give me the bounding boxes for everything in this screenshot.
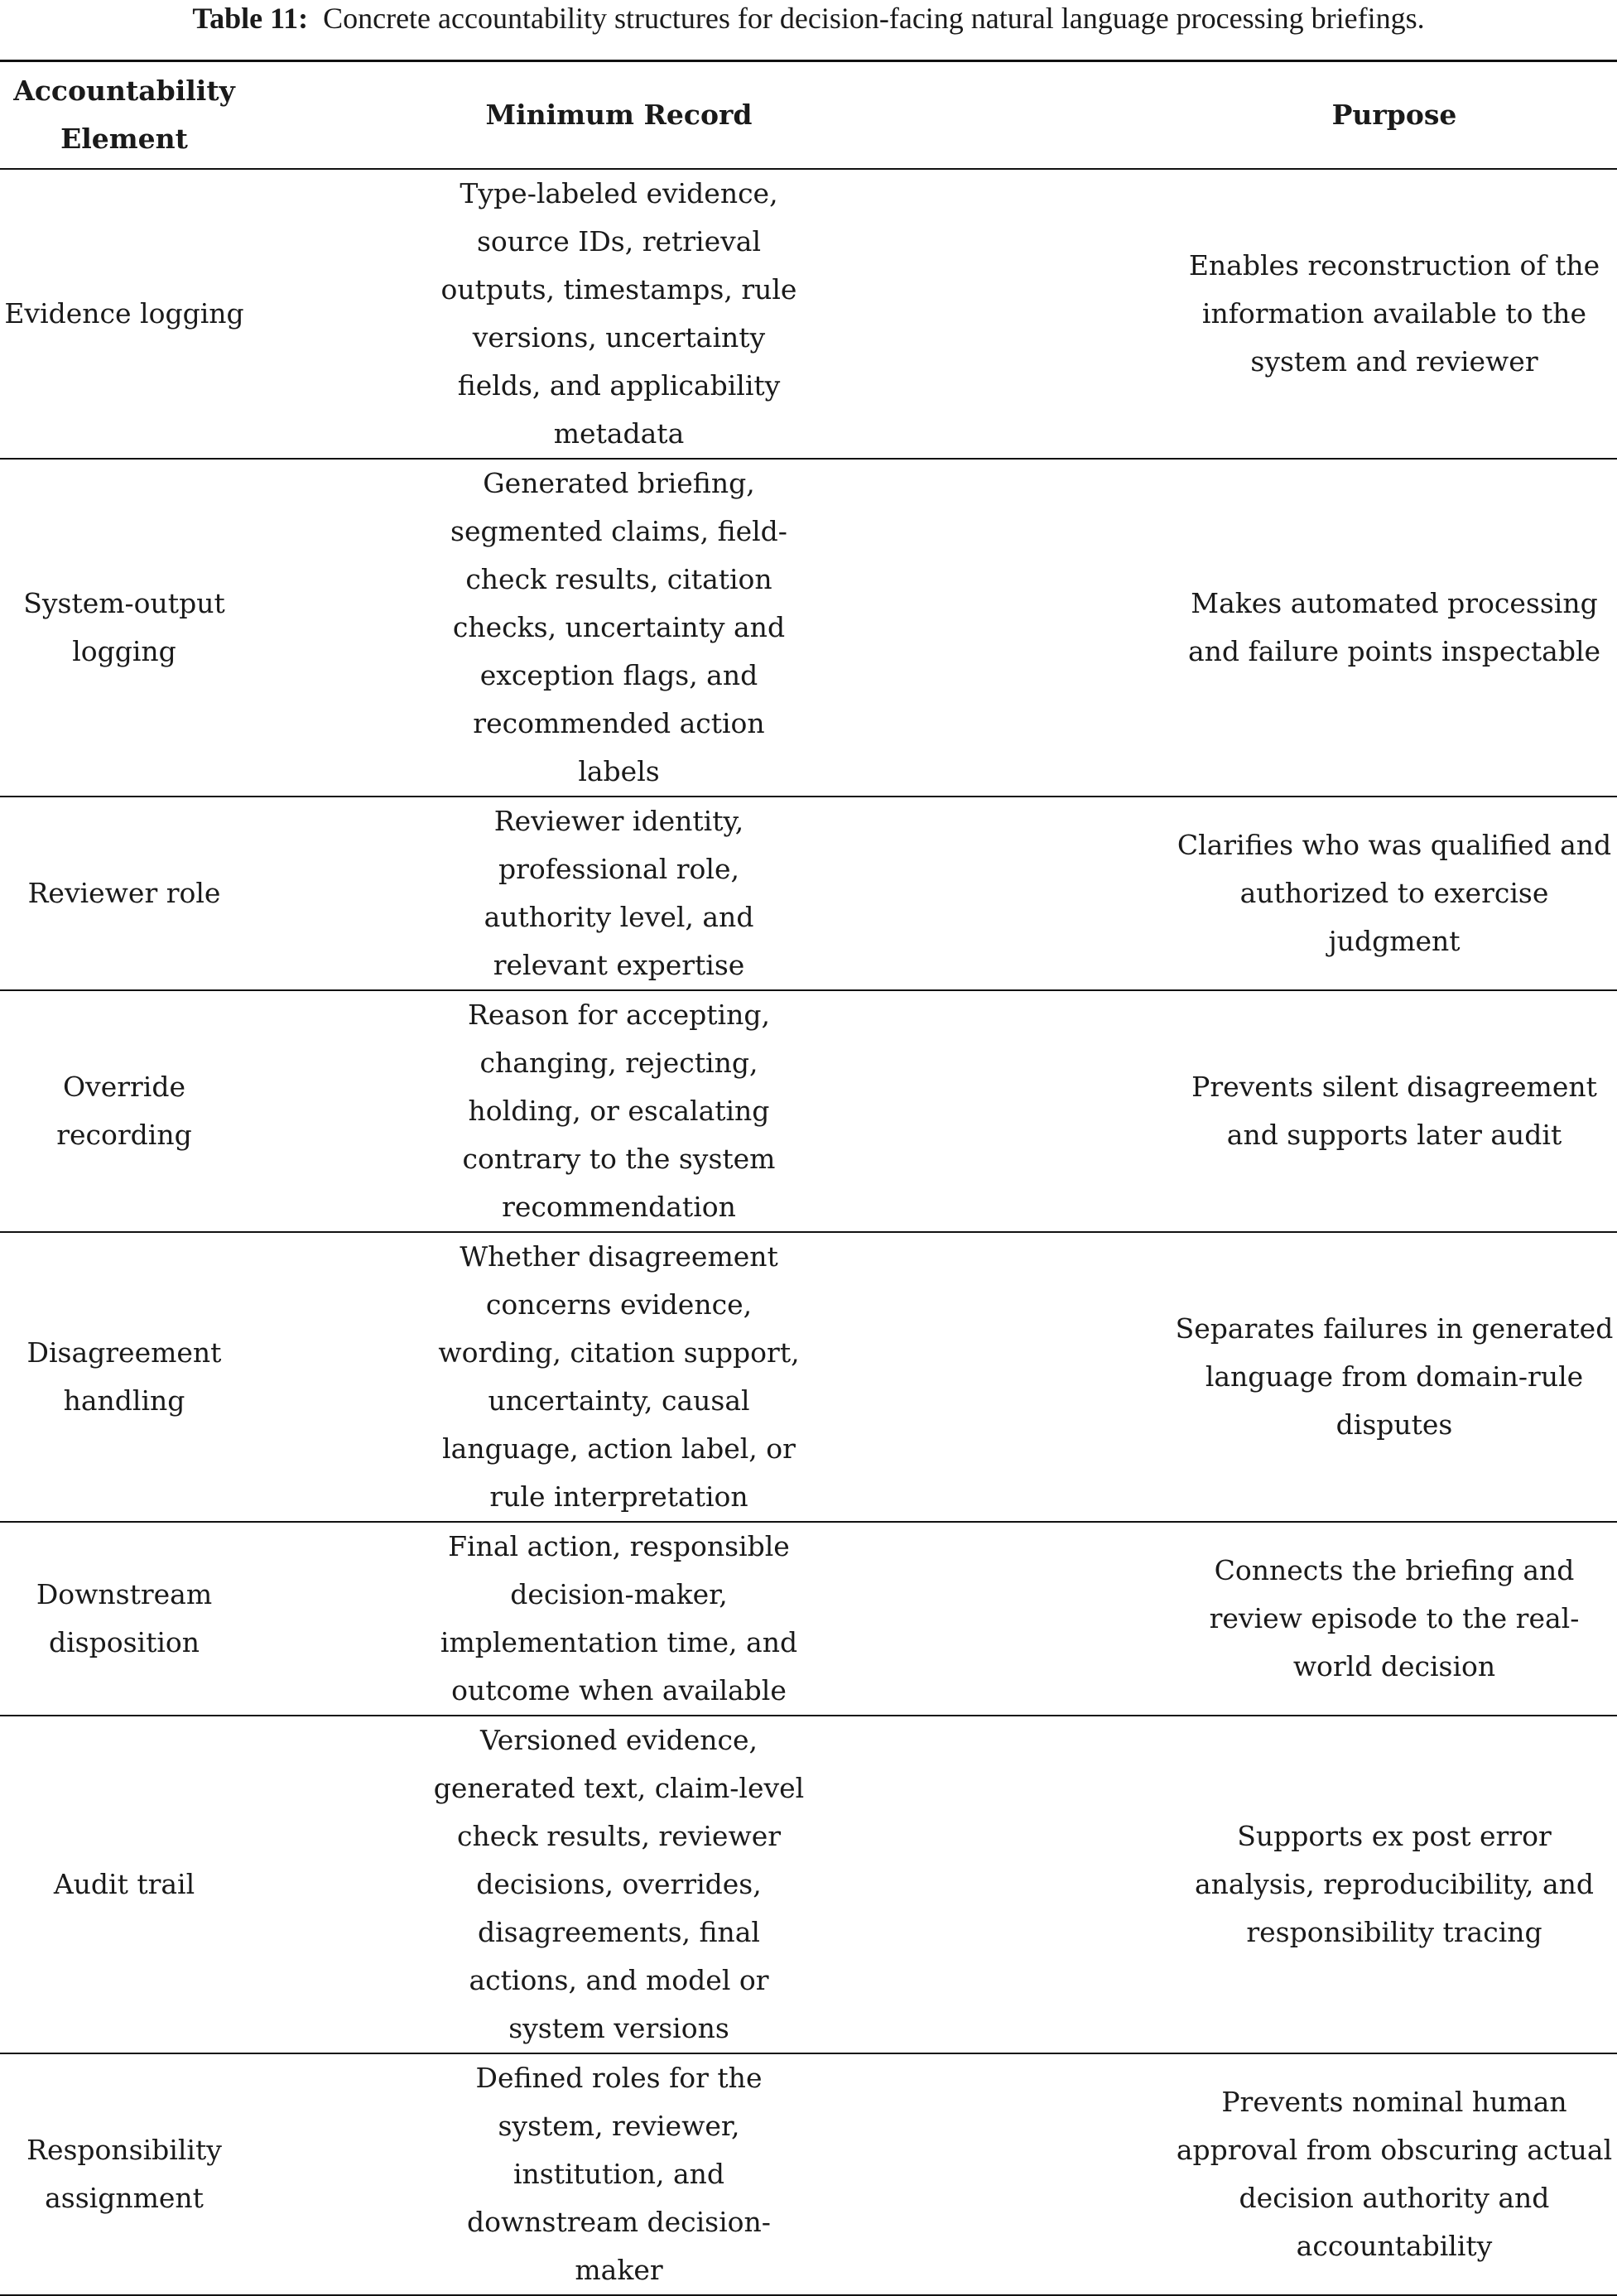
header-accountability-element: Accountability Element [0,61,248,169]
cell-record: Whether disagreement concerns evidence, wording, citation support, uncertainty, causal language, action label, or rule interpretation [248,1232,1172,1522]
cell-record: Type-labeled evidence, source IDs, retrieval outputs, timestamps, rule versions, uncertainty fields, and applicability metadata [248,169,1172,459]
cell-purpose: Clarifies who was qualified and authorized to exercise judgment [1172,797,1617,990]
cell-purpose: Supports ex post error analysis, reproducibility, and responsibility tracing [1172,1716,1617,2053]
cell-record: Reviewer identity, professional role, authority level, and relevant expertise [248,797,1172,990]
table-caption-text: Concrete accountability structures for decision-facing natural language processing briefings. [323,2,1425,35]
cell-purpose: Connects the briefing and review episode to the real-world decision [1172,1522,1617,1716]
cell-record: Reason for accepting, changing, rejecting, holding, or escalating contrary to the system recommendation [248,990,1172,1232]
header-row [0,61,1617,169]
table-row [0,169,1617,459]
cell-element: Evidence logging [0,169,248,459]
table-row [0,797,1617,990]
cell-purpose: Makes automated processing and failure points inspectable [1172,459,1617,797]
cell-purpose: Enables reconstruction of the information available to the system and reviewer [1172,169,1617,459]
cell-purpose: Separates failures in generated language from domain-rule disputes [1172,1232,1617,1522]
table-row [0,459,1617,797]
cell-record: Generated briefing, segmented claims, field-check results, citation checks, uncertainty and exception flags, and recommended action labels [248,459,1172,797]
header-purpose: Purpose [1172,61,1617,169]
cell-purpose: Prevents silent disagreement and supports later audit [1172,990,1617,1232]
cell-element: Disagreement handling [0,1232,248,1522]
cell-element: Reviewer role [0,797,248,990]
table-row [0,1232,1617,1522]
table-caption [0,0,1617,36]
table-caption-label: Table 11: [192,2,309,35]
table-row [0,2053,1617,2295]
table-body [0,169,1617,2295]
cell-record: Final action, responsible decision-maker, implementation time, and outcome when available [248,1522,1172,1716]
cell-element: Audit trail [0,1716,248,2053]
cell-element: Override recording [0,990,248,1232]
cell-element: System-output logging [0,459,248,797]
table-row [0,990,1617,1232]
table-row [0,1522,1617,1716]
cell-record: Versioned evidence, generated text, claim-level check results, reviewer decisions, overrides, disagreements, final actions, and model or system versions [248,1716,1172,2053]
cell-record: Defined roles for the system, reviewer, institution, and downstream decision-maker [248,2053,1172,2295]
table-row [0,1716,1617,2053]
cell-element: Downstream disposition [0,1522,248,1716]
cell-purpose: Prevents nominal human approval from obscuring actual decision authority and accountability [1172,2053,1617,2295]
cell-element: Responsibility assignment [0,2053,248,2295]
accountability-table [0,60,1617,2296]
header-minimum-record: Minimum Record [248,61,1172,169]
table-header [0,61,1617,169]
